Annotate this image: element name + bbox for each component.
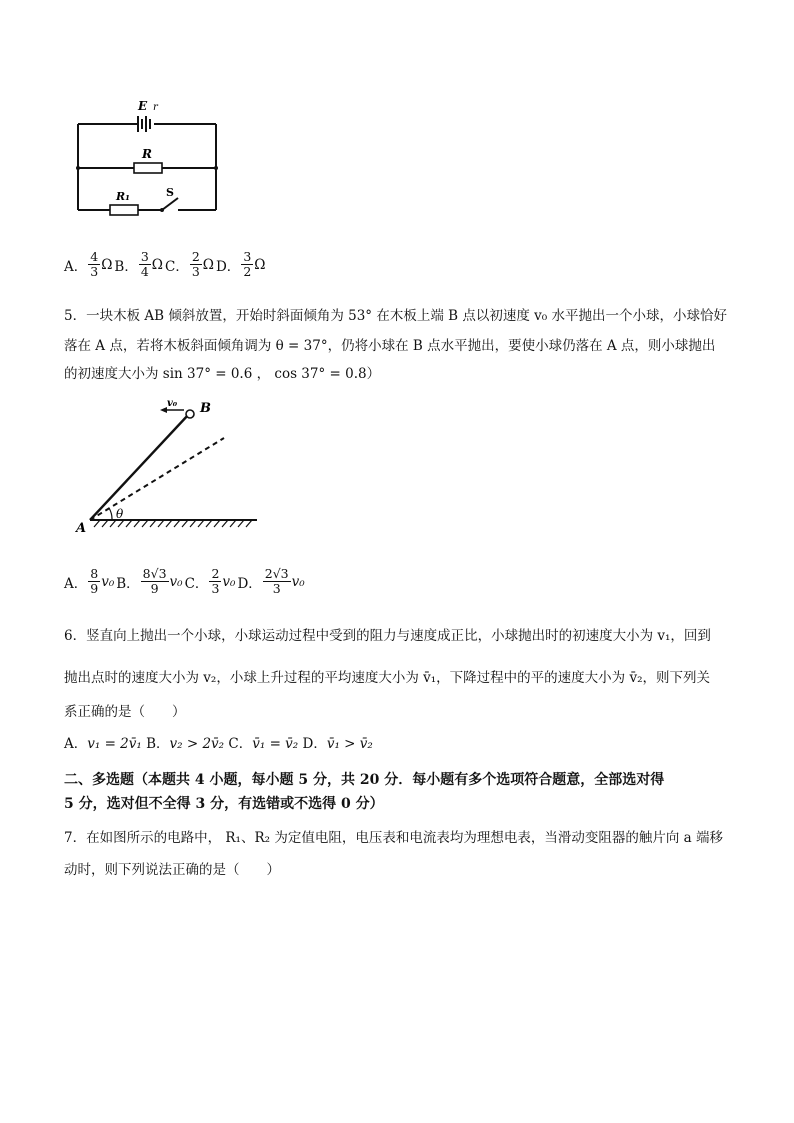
q5-option-d[interactable]: D． $\frac{2√3}{3}$ v₀	[237, 566, 305, 596]
q5-line-3: 的初速度大小为 sin 37° = 0.6 ， cos 37° = 0.8）	[64, 366, 381, 382]
q7-line-2: 动时，则下列说法正确的是（ ）	[64, 862, 280, 878]
q5-option-c[interactable]: C． $\frac{2}{3}$ v₀	[184, 566, 236, 596]
fraction: $\frac{2√3}{3}$	[264, 566, 289, 596]
q4-options	[64, 250, 265, 279]
q4-option-d[interactable]: D． $\frac{3}{2}$ Ω	[215, 249, 266, 279]
label-S: S	[166, 186, 174, 199]
label-r: r	[153, 102, 158, 113]
label-B: B	[200, 401, 211, 416]
q4-option-b[interactable]: B． $\frac{3}{4}$ Ω	[114, 249, 163, 279]
q4-circuit-figure	[70, 92, 230, 222]
q4-option-a[interactable]: A． $\frac{4}{3}$ Ω	[64, 249, 113, 279]
q5-line-1: 5．一块木板 AB 倾斜放置，开始时斜面倾角为 53° 在木板上端 B 点以初速度 v₀ 水平抛出一个小球，小球恰好	[64, 308, 727, 324]
q5-option-b[interactable]: B． $\frac{8√3}{9}$ v₀	[116, 566, 183, 596]
q6-option-b[interactable]: B．v₂ > 2v̄₂	[146, 736, 225, 752]
q5-option-a[interactable]: A． $\frac{8}{9}$ v₀	[64, 566, 115, 596]
fraction: $\frac{2}{3}$	[191, 249, 200, 279]
label-A: A	[76, 521, 87, 536]
label-R1: R₁	[116, 190, 130, 203]
label-E: E	[138, 99, 148, 113]
fraction: $\frac{3}{2}$	[243, 249, 252, 279]
q6-option-c[interactable]: C．v̄₁ = v̄₂	[228, 736, 299, 752]
fraction: $\frac{8√3}{9}$	[142, 566, 167, 596]
q4-option-c[interactable]: C． $\frac{2}{3}$ Ω	[164, 249, 214, 279]
fraction: $\frac{2}{3}$	[211, 566, 220, 596]
q5-options	[64, 567, 305, 596]
q6-option-d[interactable]: D．v̄₁ > v̄₂	[302, 736, 373, 752]
q5-incline-figure	[72, 396, 262, 536]
q6-line-1: 6．竖直向上抛出一个小球，小球运动过程中受到的阻力与速度成正比，小球抛出时的初速度大小为 v₁，回到	[64, 628, 711, 644]
section-2-heading-line-2: 5 分，选对但不全得 3 分，有选错或不选得 0 分）	[64, 796, 384, 812]
q6-options	[64, 734, 373, 754]
label-R: R	[142, 147, 152, 161]
q6-line-2: 抛出点时的速度大小为 v₂，小球上升过程的平均速度大小为 v̄₁，下降过程中的平的速度大小为 v̄₂，则下列关	[64, 670, 710, 686]
q5-line-2: 落在 A 点，若将木板斜面倾角调为 θ = 37°，仍将小球在 B 点水平抛出，要使小球仍落在 A 点，则小球抛出	[64, 338, 716, 354]
fraction: $\frac{3}{4}$	[140, 249, 149, 279]
q6-line-3: 系正确的是（ ）	[64, 704, 186, 720]
q6-option-a[interactable]: A．v₁ = 2v̄₁	[64, 736, 142, 752]
q7-line-1: 7．在如图所示的电路中， R₁、R₂ 为定值电阻，电压表和电流表均为理想电表，当滑动变阻器的触片向 a 端移	[64, 830, 723, 846]
label-v0: v₀	[167, 398, 178, 409]
label-theta: θ	[116, 507, 124, 521]
section-2-heading-line-1: 二、多选题（本题共 4 小题，每小题 5 分，共 20 分．每小题有多个选项符合题意，全部选对得	[64, 772, 665, 788]
fraction: $\frac{4}{3}$	[90, 249, 99, 279]
fraction: $\frac{8}{9}$	[90, 566, 99, 596]
